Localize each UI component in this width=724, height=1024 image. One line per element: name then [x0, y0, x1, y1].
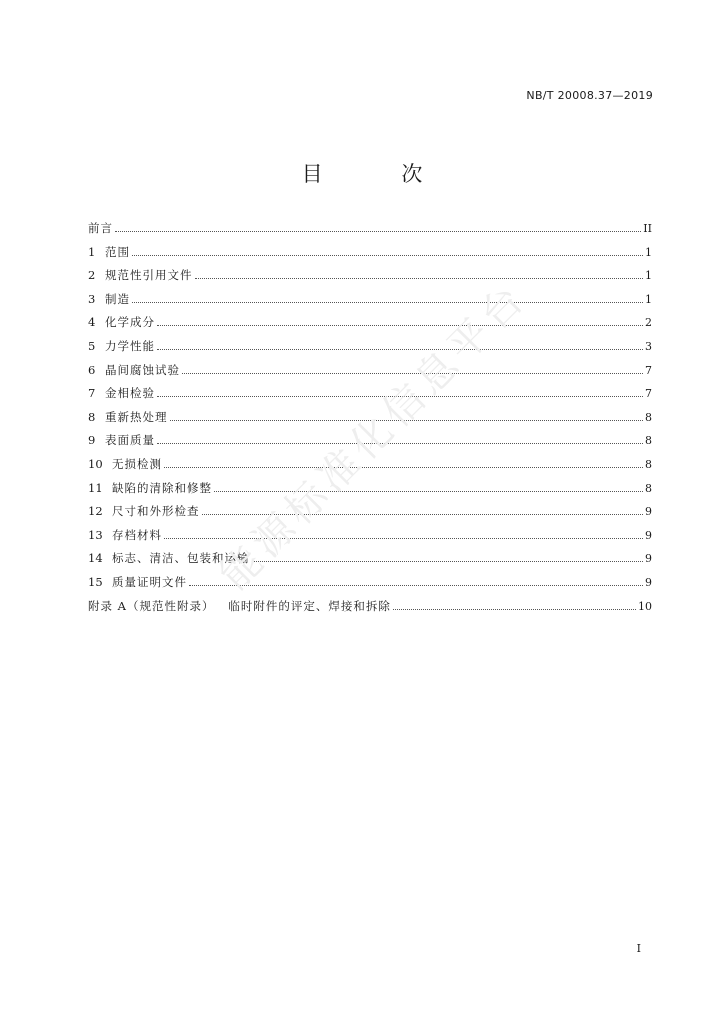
toc-entry-page: 8	[645, 410, 652, 424]
toc-entry-number: 8	[88, 409, 96, 424]
toc-entry-label: 缺陷的清除和修整	[112, 480, 212, 495]
toc-entry[interactable]	[88, 386, 652, 410]
toc-entry-page: 9	[645, 505, 652, 519]
toc-entry-page: 8	[645, 481, 652, 495]
toc-leader-dots	[164, 538, 643, 539]
toc-leader-dots	[170, 420, 644, 421]
toc-leader-dots	[157, 396, 643, 397]
toc-entry-number: 3	[88, 291, 96, 306]
toc-leader-dots	[214, 491, 643, 492]
toc-leader-dots	[252, 561, 644, 562]
toc-entry-label: 无损检测	[112, 456, 162, 471]
toc-entry-page: 9	[645, 528, 652, 542]
toc-entry-page: 1	[645, 292, 652, 306]
toc-leader-dots	[202, 514, 644, 515]
toc-entry-label: 重新热处理	[105, 409, 168, 424]
toc-entry-label: 标志、清洁、包装和运输	[112, 551, 250, 566]
toc-entry[interactable]	[88, 245, 652, 269]
toc-entry-page: II	[643, 222, 652, 235]
toc-entry-page: 9	[645, 575, 652, 589]
toc-leader-dots	[189, 585, 643, 586]
watermark: 能源标准化信息平台	[211, 273, 537, 599]
toc-entry-label: 前言	[88, 221, 113, 235]
toc-entry-number: 2	[88, 268, 96, 283]
toc-entry-number: 7	[88, 386, 96, 401]
toc-leader-dots	[393, 609, 636, 610]
toc-entry-label: 规范性引用文件	[105, 268, 193, 283]
toc-entry-number: 5	[88, 338, 96, 353]
toc-leader-dots	[132, 302, 643, 303]
toc-entry-label: 附录 A（规范性附录） 临时附件的评定、焊接和拆除	[88, 598, 391, 613]
page-number: I	[636, 942, 641, 955]
toc-entry[interactable]	[88, 528, 652, 552]
toc-title: 目 次	[301, 162, 459, 186]
toc-entry-page: 7	[645, 387, 652, 401]
table-of-contents	[88, 221, 652, 622]
toc-entry-page: 7	[645, 363, 652, 377]
toc-entry-label: 力学性能	[105, 338, 155, 353]
toc-entry-number: 12	[88, 504, 103, 519]
toc-leader-dots	[157, 349, 643, 350]
toc-entry-number: 6	[88, 362, 96, 377]
toc-entry-label: 存档材料	[112, 527, 162, 542]
toc-entry-number: 15	[88, 574, 103, 589]
toc-entry-number: 4	[88, 315, 96, 330]
toc-entry-number: 13	[88, 527, 103, 542]
toc-entry-label: 质量证明文件	[112, 574, 187, 589]
toc-leader-dots	[157, 325, 643, 326]
standard-number: NB/T 20008.37—2019	[526, 89, 653, 102]
toc-entry-page: 8	[645, 457, 652, 471]
toc-entry[interactable]	[88, 268, 652, 292]
toc-leader-dots	[182, 373, 643, 374]
toc-leader-dots	[195, 278, 644, 279]
toc-entry-page: 9	[645, 552, 652, 566]
toc-entry-label: 尺寸和外形检查	[112, 504, 200, 519]
toc-entry[interactable]	[88, 221, 652, 245]
toc-entry-page: 2	[645, 316, 652, 330]
toc-entry-number: 10	[88, 456, 103, 471]
toc-entry[interactable]	[88, 315, 652, 339]
toc-entry-label: 制造	[105, 291, 130, 306]
toc-entry-label: 金相检验	[105, 386, 155, 401]
toc-entry[interactable]	[88, 575, 652, 599]
toc-entry[interactable]	[88, 599, 652, 623]
toc-entry[interactable]	[88, 504, 652, 528]
toc-entry[interactable]	[88, 410, 652, 434]
toc-entry-page: 3	[645, 339, 652, 353]
toc-entry[interactable]	[88, 551, 652, 575]
toc-entry-number: 11	[88, 480, 103, 495]
toc-entry[interactable]	[88, 363, 652, 387]
toc-leader-dots	[157, 443, 643, 444]
toc-entry-label: 表面质量	[105, 433, 155, 448]
toc-entry-page: 10	[638, 599, 652, 613]
toc-entry-label: 化学成分	[105, 315, 155, 330]
toc-entry-page: 1	[645, 269, 652, 283]
toc-leader-dots	[132, 255, 643, 256]
toc-entry-number: 14	[88, 551, 103, 566]
toc-entry-page: 8	[645, 434, 652, 448]
toc-entry[interactable]	[88, 457, 652, 481]
toc-entry[interactable]	[88, 481, 652, 505]
toc-entry[interactable]	[88, 292, 652, 316]
toc-leader-dots	[115, 231, 641, 232]
toc-entry[interactable]	[88, 433, 652, 457]
toc-entry[interactable]	[88, 339, 652, 363]
toc-entry-number: 9	[88, 433, 96, 448]
toc-entry-label: 范围	[105, 244, 130, 259]
toc-leader-dots	[164, 467, 643, 468]
toc-entry-page: 1	[645, 245, 652, 259]
toc-entry-label: 晶间腐蚀试验	[105, 362, 180, 377]
toc-entry-number: 1	[88, 244, 96, 259]
